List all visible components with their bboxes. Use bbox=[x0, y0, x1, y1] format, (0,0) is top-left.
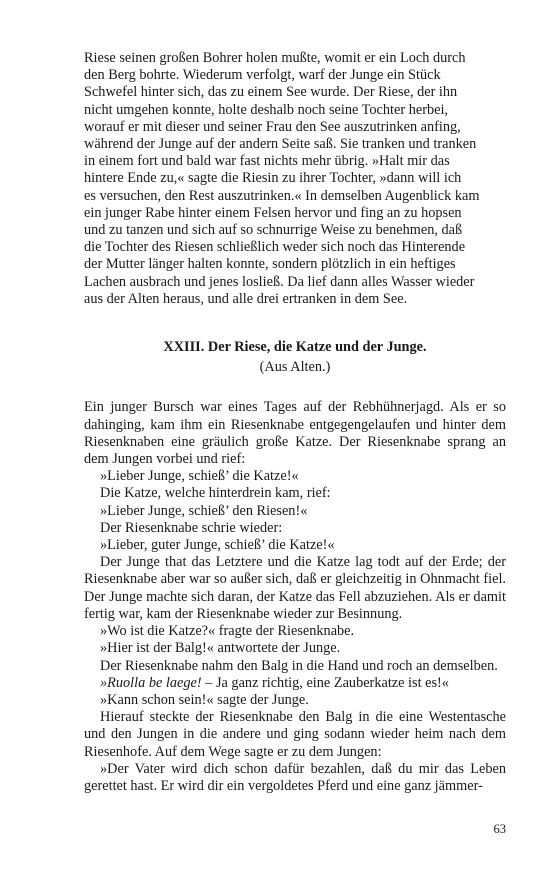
paragraph: »Kann schon sein!« sagte der Junge. bbox=[100, 691, 309, 708]
text-line: Lachen ausbrach und jenes losließ. Da lief dann alles Wasser wieder bbox=[84, 273, 475, 290]
paragraph: »Lieber, guter Junge, schieß’ die Katze!« bbox=[100, 537, 335, 554]
text-line: Riese seinen großen Bohrer holen mußte, womit er ein Loch durch bbox=[84, 50, 466, 66]
text-line: und zu tanzen und sich auf so schnurrige Weise zu benehmen, daß bbox=[84, 222, 463, 239]
text-line: während der Junge auf der andern Seite saß. Sie tranken und tranken bbox=[84, 136, 477, 153]
paragraph: Der Junge that das Letztere und die Katze lag todt auf der Erde; der Riesenknabe aber war so außer sich, daß er gleichzeitig in Ohnmacht fiel. Der Junge machte sich daran, der Katze das Fell abzuziehen. Als er damit fertig war, kam der Riesenknabe wieder zur Besinnung. bbox=[84, 554, 506, 622]
page-number: 63 bbox=[493, 822, 506, 836]
paragraph: »Lieber Junge, schieß’ den Riesen!« bbox=[100, 502, 308, 519]
paragraph: Die Katze, welche hinterdrein kam, rief: bbox=[100, 485, 331, 502]
text-line: der Mutter länger halten konnte, sondern plötzlich in ein heftiges bbox=[84, 256, 456, 273]
chapter-heading: XXIII. Der Riese, die Katze und der Junge. bbox=[163, 339, 427, 356]
text-line: in einem fort und bald war fast nichts mehr übrig. »Halt mir das bbox=[84, 153, 450, 170]
paragraph bbox=[84, 675, 506, 692]
italic-phrase: »Ruolla be laege! bbox=[100, 674, 202, 691]
paragraph: »Lieber Junge, schieß’ die Katze!« bbox=[100, 468, 299, 485]
paragraph: Der Riesenknabe schrie wieder: bbox=[100, 519, 283, 536]
paragraph: Ein junger Bursch war eines Tages auf der Rebhühnerjagd. Als er so dahinging, kam ihm ein Riesenknabe entgegengelaufen und hinter dem Riesenknaben eine gräulich große Katze. Der Riesenknabe sprang an dem Jungen vorbei und rief: bbox=[84, 399, 506, 468]
text-line: nicht umgehen konnte, holte deshalb noch seine Tochter herbei, bbox=[84, 101, 448, 118]
story-body bbox=[84, 399, 506, 795]
text-line: es versuchen, den Rest auszutrinken.« In demselben Augenblick kam bbox=[84, 187, 480, 204]
text-line: hintere Ende zu,« sagte die Riesin zu ihrer Tochter, »dann will ich bbox=[84, 170, 462, 187]
paragraph: »Wo ist die Katze?« fragte der Riesenknabe. bbox=[100, 623, 355, 640]
paragraph-rest: – Ja ganz richtig, eine Zauberkatze ist es!« bbox=[201, 674, 449, 691]
text-line: ein junger Rabe hinter einem Felsen hervor und fing an zu hopsen bbox=[84, 204, 462, 221]
page-body bbox=[84, 50, 506, 795]
paragraph: Der Riesenknabe nahm den Balg in die Hand und roch an demselben. bbox=[100, 657, 498, 674]
text-line: den Berg bohrte. Wiederum verfolgt, warf der Junge ein Stück bbox=[84, 67, 441, 84]
paragraph: Hierauf steckte der Riesenknabe den Balg in die eine Westentasche und den Jungen in die andere und ging sodann wieder heim nach dem Riesenhofe. Auf dem Wege sagte er zu dem Jungen: bbox=[84, 709, 506, 760]
text-line: worauf er mit dieser und seiner Frau den See auszutrinken anfing, bbox=[84, 118, 461, 135]
continuation-paragraph bbox=[84, 50, 506, 308]
text-line: die Tochter des Riesen schließlich weder sich noch das Hinterende bbox=[84, 239, 466, 256]
chapter-subheading: (Aus Alten.) bbox=[259, 359, 331, 376]
paragraph: »Hier ist der Balg!« antwortete der Junge. bbox=[100, 640, 341, 657]
text-line: aus der Alten heraus, und alle drei ertranken in dem See. bbox=[84, 290, 408, 307]
paragraph: »Der Vater wird dich schon dafür bezahlen, daß du mir das Leben gerettet hast. Er wird dir ein vergoldetes Pferd und eine ganz jämmer- bbox=[84, 760, 506, 794]
text-line: Schwefel hinter sich, das zu einem See wurde. Der Riese, der ihn bbox=[84, 84, 458, 101]
